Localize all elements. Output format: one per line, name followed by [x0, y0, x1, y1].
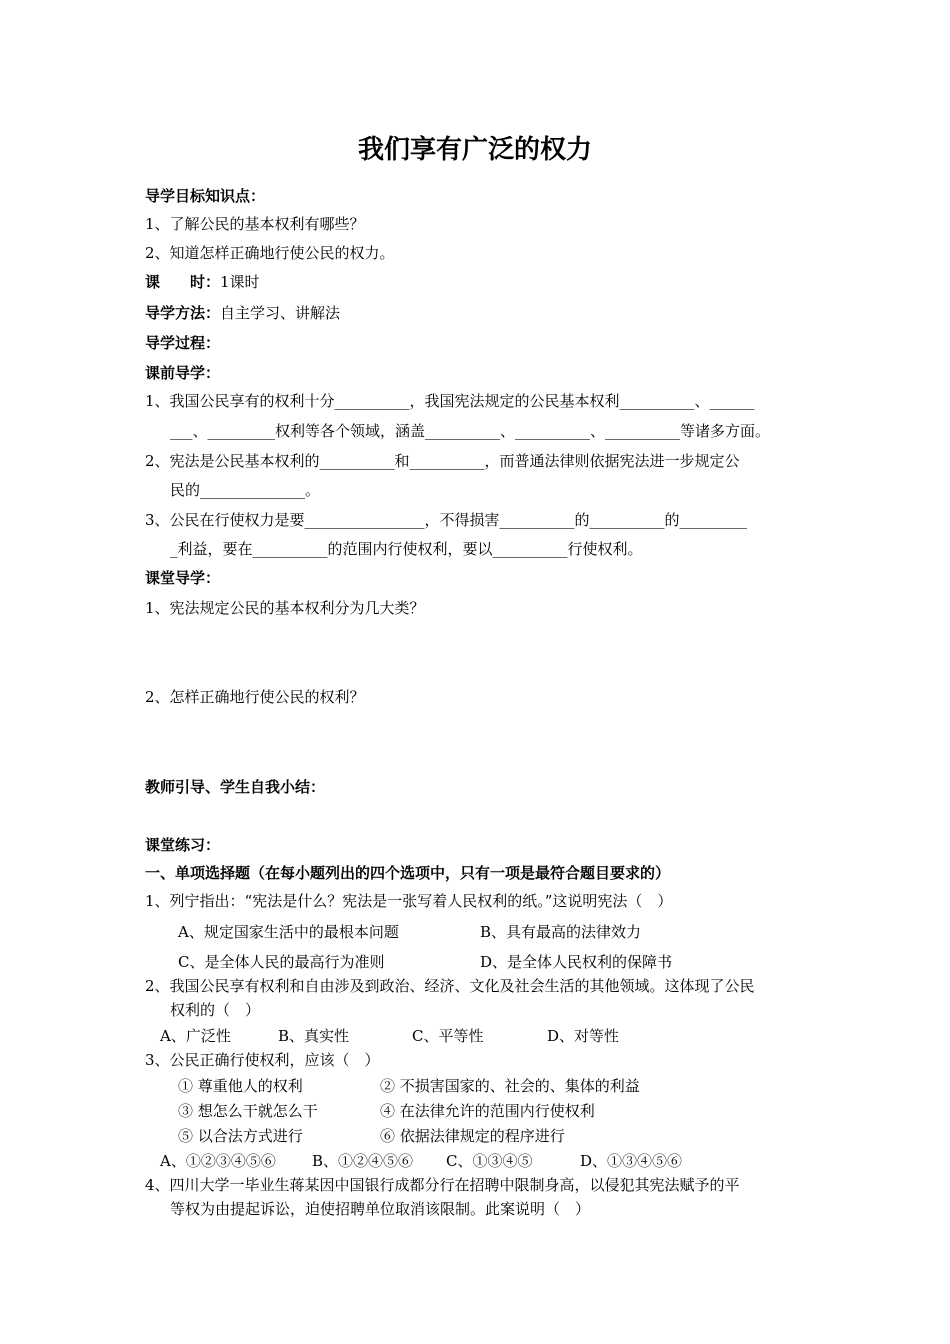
statement-1: ① 尊重他人的权利 — [178, 1077, 303, 1095]
option-b: B、具有最高的法律效力 — [480, 923, 642, 941]
process-heading: 导学过程： — [145, 334, 221, 352]
class-question: 2、怎样正确地行使公民的权利？ — [145, 688, 365, 706]
pre-study-line: ___、_________权利等各个领域，涵盖__________、__________、__________等诸多方面。 — [170, 422, 771, 440]
option-a: A、规定国家生活中的最根本问题 — [178, 923, 399, 941]
statement-5: ⑤ 以合法方式进行 — [178, 1127, 303, 1145]
pre-study-heading: 课前导学： — [145, 364, 221, 382]
option-a: A、广泛性 — [160, 1027, 231, 1045]
statement-6: ⑥ 依据法律规定的程序进行 — [380, 1127, 565, 1145]
option-c: C、平等性 — [412, 1027, 484, 1045]
option-c: C、①③④⑤ — [446, 1152, 533, 1170]
question-stem: 4、四川大学一毕业生蒋某因中国银行成都分行在招聘中限制身高，以侵犯其宪法赋予的平 — [145, 1176, 740, 1194]
option-b: B、①②④⑤⑥ — [312, 1152, 414, 1170]
class-study-heading: 课堂导学： — [145, 569, 221, 587]
pre-study-line: 3、公民在行使权力是要________________，不得损害__________的__________的_________ — [145, 511, 748, 529]
question-stem-continued: 等权为由提起诉讼，迫使招聘单位取消该限制。此案说明（ ） — [170, 1200, 591, 1218]
option-d: D、是全体人民权利的保障书 — [480, 953, 673, 971]
option-b: B、真实性 — [278, 1027, 350, 1045]
option-c: C、是全体人民的最高行为准则 — [178, 953, 385, 971]
summary-heading: 教师引导、学生自我小结： — [145, 778, 326, 796]
statement-3: ③ 想怎么干就怎么干 — [178, 1102, 318, 1120]
pre-study-line: 1、我国公民享有的权利十分__________，我国宪法规定的公民基本权利__________、______ — [145, 392, 755, 410]
period-line — [145, 271, 260, 293]
statement-2: ② 不损害国家的、社会的、集体的利益 — [380, 1077, 640, 1095]
method-value: 自主学习、讲解法 — [220, 304, 341, 322]
objective-item: 2、知道怎样正确地行使公民的权力。 — [145, 244, 395, 262]
pre-study-line: _利益，要在__________的范围内行使权利，要以__________行使权利。 — [170, 540, 643, 558]
pre-study-line: 民的______________。 — [170, 481, 321, 499]
practice-heading: 课堂练习： — [145, 836, 221, 854]
period-value: 1课时 — [220, 273, 260, 291]
page-title: 我们享有广泛的权力 — [357, 135, 592, 165]
pre-study-line: 2、宪法是公民基本权利的__________和__________，而普通法律则依据宪法进一步规定公 — [145, 452, 740, 470]
period-label: 课 时： — [145, 273, 221, 291]
option-d: D、①③④⑤⑥ — [580, 1152, 683, 1170]
method-label: 导学方法： — [145, 304, 221, 322]
question-stem: 2、我国公民享有权利和自由涉及到政治、经济、文化及社会生活的其他领域。这体现了公民 — [145, 977, 755, 995]
practice-section-title: 一、单项选择题（在每小题列出的四个选项中，只有一项是最符合题目要求的） — [145, 864, 671, 882]
class-question: 1、宪法规定公民的基本权利分为几大类？ — [145, 599, 425, 617]
objectives-heading: 导学目标知识点： — [145, 187, 266, 205]
question-stem: 1、列宁指出：“宪法是什么？宪法是一张写着人民权利的纸。”这说明宪法（ ） — [145, 892, 673, 910]
question-stem: 3、公民正确行使权利，应该（ ） — [145, 1051, 380, 1069]
statement-4: ④ 在法律允许的范围内行使权利 — [380, 1102, 595, 1120]
question-stem-continued: 权利的（ ） — [170, 1001, 261, 1019]
method-line — [145, 302, 340, 324]
option-d: D、对等性 — [547, 1027, 620, 1045]
option-a: A、①②③④⑤⑥ — [160, 1152, 276, 1170]
objective-item: 1、了解公民的基本权利有哪些？ — [145, 215, 365, 233]
